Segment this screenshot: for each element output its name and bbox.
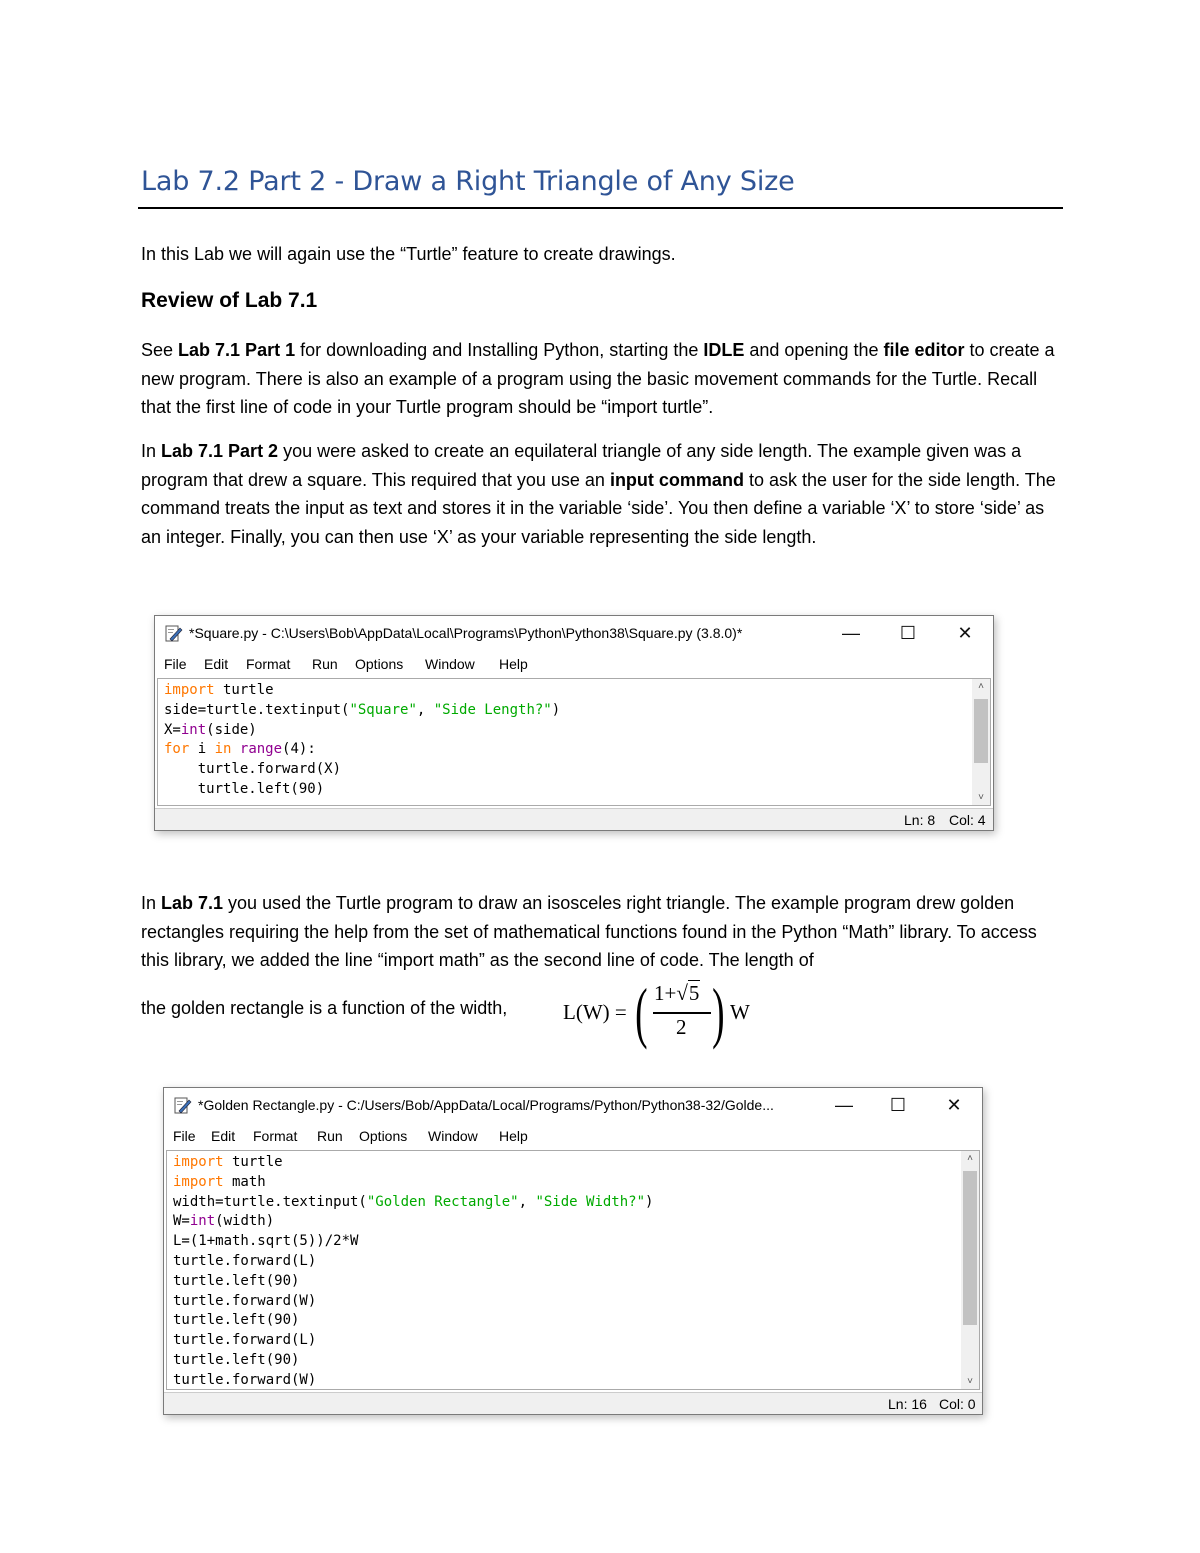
p3-text: you used the Turtle program to draw an isosceles right triangle. The example program drew golden rectangles requiring the help from the set of mathematical functions found in the Python “Math” library. To access this library, we added the line “import math” as the second line of code. The length of [141, 893, 1037, 970]
p2-bold-lab: Lab 7.1 Part 2 [161, 441, 279, 461]
menu-format[interactable]: Format [253, 1128, 298, 1144]
menu-run[interactable]: Run [317, 1128, 343, 1144]
idle-window-golden-rectangle [163, 1087, 983, 1415]
window-titlebar[interactable] [164, 1088, 982, 1122]
formula-numerator: 1+√5 [654, 981, 700, 1005]
formula-fraction-bar [653, 1012, 711, 1014]
formula-sqrt-arg: 5 [688, 981, 700, 1005]
window-title: *Square.py - C:\Users\Bob\AppData\Local\Programs\Python\Python38\Square.py (3.8.0)* [189, 625, 743, 641]
maximize-icon[interactable]: ☐ [889, 1095, 907, 1115]
code-text: import turtle side=turtle.textinput("Square", "Side Length?") X=int(side) for i in range(4): turtle.forward(X) turtle.left(90) [164, 682, 561, 797]
menu-options[interactable]: Options [355, 656, 404, 672]
p1-bold-editor: file editor [883, 340, 965, 360]
p1-text: to create a new program. There is also an example of a program using the basic movement commands for the Turtle. Recall that the first line of code in your Turtle program should be “import turtle”. [141, 340, 1055, 417]
scroll-down-icon[interactable]: ˅ [978, 792, 984, 803]
status-line: Ln: 8 [904, 812, 936, 828]
vertical-scrollbar[interactable] [961, 1151, 979, 1389]
formula-lhs: L(W) = [563, 1000, 627, 1024]
status-column: Col: 4 [949, 812, 986, 828]
menu-edit[interactable]: Edit [211, 1128, 236, 1144]
idle-window-square [154, 615, 994, 831]
paragraph-part1 [141, 336, 1061, 422]
p1-bold-idle: IDLE [703, 340, 745, 360]
paragraph-golden [141, 889, 1061, 975]
vertical-scrollbar[interactable] [972, 679, 990, 805]
menu-file[interactable]: File [164, 656, 187, 672]
formula-denominator: 2 [676, 1015, 687, 1039]
status-column: Col: 0 [939, 1396, 976, 1412]
idle-app-icon [165, 625, 183, 643]
p2-text: you were asked to create an equilateral triangle of any side length. The example given was a program that drew a square. This required that you use an [141, 441, 1022, 490]
p2-text: In [141, 441, 162, 461]
p1-text: See [141, 340, 179, 360]
p1-bold-lab: Lab 7.1 Part 1 [178, 340, 296, 360]
status-bar [155, 808, 993, 830]
title-divider [138, 207, 1063, 209]
paragraph-part2 [141, 437, 1061, 551]
menu-run[interactable]: Run [312, 656, 338, 672]
review-heading: Review of Lab 7.1 [141, 289, 318, 312]
p3-text: In [141, 893, 162, 913]
p3-bold-lab: Lab 7.1 [161, 893, 224, 913]
scroll-thumb[interactable] [974, 699, 988, 763]
formula-lead-text: the golden rectangle is a function of the width, [141, 998, 508, 1018]
intro-paragraph: In this Lab we will again use the “Turtle” feature to create drawings. [141, 244, 676, 264]
menu-format[interactable]: Format [246, 656, 291, 672]
scroll-down-icon[interactable]: ˅ [967, 1376, 973, 1387]
menu-bar [155, 654, 993, 676]
formula-left-paren: ( [635, 974, 648, 1050]
menu-window[interactable]: Window [428, 1128, 478, 1144]
idle-app-icon [174, 1097, 192, 1115]
code-text: import turtle import math width=turtle.textinput("Golden Rectangle", "Side Width?") W=int(width) L=(1+math.sqrt(5))/2*W turtle.forward(L) turtle.left(90) turtle.forward(W) turtle.left(90) turtle.forward(L) turtle.left(90) turtle.forward(W) [173, 1154, 654, 1388]
scroll-up-icon[interactable]: ˄ [967, 1153, 973, 1164]
maximize-icon[interactable]: ☐ [899, 623, 917, 643]
p2-bold-input: input command [609, 469, 744, 490]
formula-right-paren: ) [712, 974, 725, 1050]
menu-bar [164, 1126, 982, 1148]
close-icon[interactable]: ✕ [957, 623, 973, 643]
status-line: Ln: 16 [888, 1396, 927, 1412]
formula-num-prefix: 1+ [654, 981, 677, 1005]
menu-edit[interactable]: Edit [204, 656, 229, 672]
menu-help[interactable]: Help [499, 1128, 528, 1144]
scroll-up-icon[interactable]: ˄ [978, 681, 984, 692]
window-title: *Golden Rectangle.py - C:/Users/Bob/AppData/Local/Programs/Python/Python38-32/Golde... [198, 1097, 774, 1113]
p2-text: to ask the user for the side length. The command treats the input as text and stores it in the variable ‘side’. You then define a variable ‘X’ to store ‘side’ as an integer. Finally, you can then use ‘X’ as your variable representing the side length. [141, 469, 1056, 547]
close-icon[interactable]: ✕ [946, 1095, 962, 1115]
p1-text: and opening the [744, 340, 884, 360]
p1-text: for downloading and Installing Python, starting the [295, 340, 704, 360]
minimize-icon[interactable]: — [835, 1095, 853, 1115]
code-editor[interactable] [157, 678, 991, 806]
menu-window[interactable]: Window [425, 656, 475, 672]
window-titlebar[interactable] [155, 616, 993, 650]
menu-file[interactable]: File [173, 1128, 196, 1144]
minimize-icon[interactable]: — [842, 623, 860, 643]
menu-help[interactable]: Help [499, 656, 528, 672]
menu-options[interactable]: Options [359, 1128, 408, 1144]
code-editor[interactable] [166, 1150, 980, 1390]
formula-variable: W [730, 1000, 750, 1024]
scroll-thumb[interactable] [963, 1171, 977, 1325]
status-bar [164, 1392, 982, 1414]
page-title: Lab 7.2 Part 2 - Draw a Right Triangle of Any Size [141, 166, 795, 197]
